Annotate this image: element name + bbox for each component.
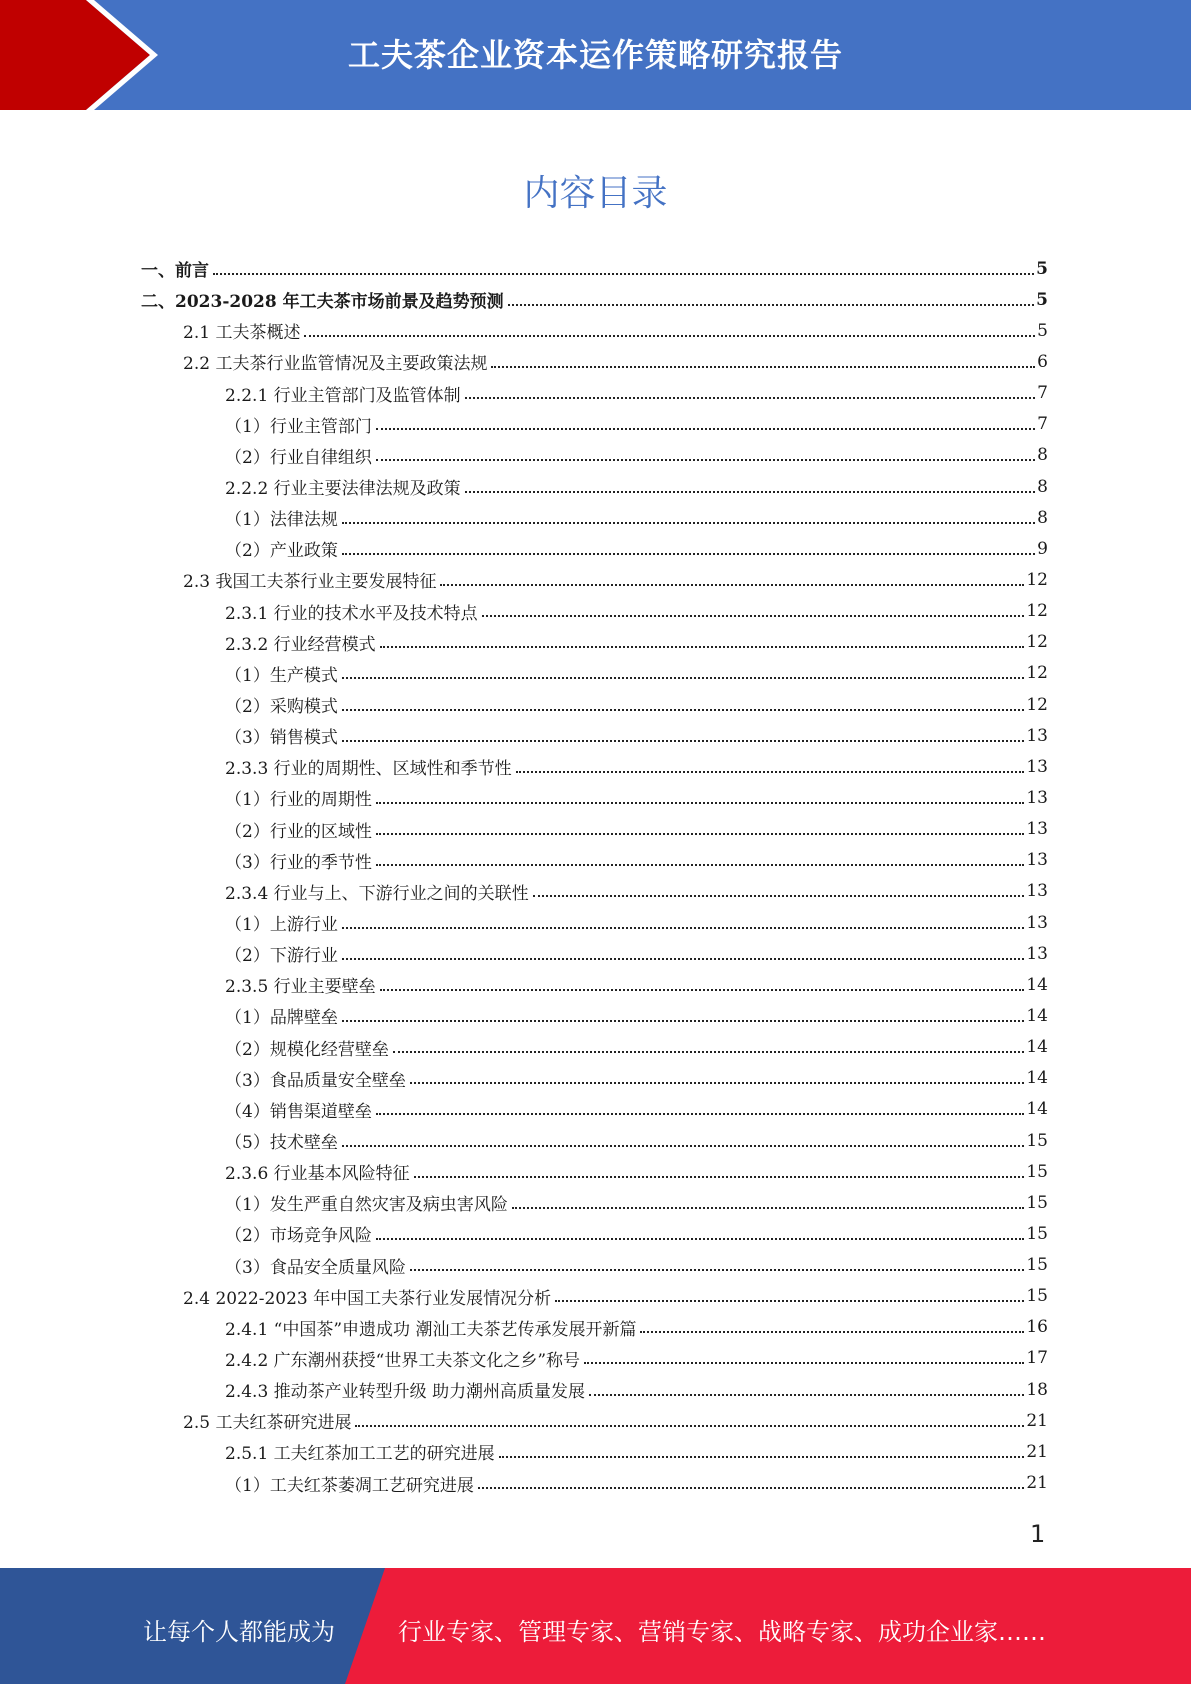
toc-entry[interactable]	[141, 876, 1048, 907]
toc-dot-leader	[342, 927, 1025, 929]
toc-entry-title: 2.3.6 行业基本风险特征	[225, 1164, 410, 1185]
toc-entry-title: （1）行业的周期性	[225, 790, 372, 811]
toc-entry[interactable]	[141, 1094, 1048, 1125]
toc-entry[interactable]	[141, 1374, 1048, 1405]
footer-bar	[0, 1568, 1191, 1684]
toc-entry-title: （2）下游行业	[225, 946, 338, 967]
toc-dot-leader	[499, 1456, 1025, 1458]
toc-dot-leader	[342, 1020, 1025, 1022]
toc-entry[interactable]	[141, 471, 1048, 502]
toc-dot-leader	[516, 771, 1025, 773]
toc-entry[interactable]	[141, 938, 1048, 969]
toc-entry-title: 2.2.2 行业主要法律法规及政策	[225, 479, 461, 500]
toc-entry[interactable]	[141, 1405, 1048, 1436]
toc-entry-title: 2.3 我国工夫茶行业主要发展特征	[183, 572, 437, 593]
toc-entry[interactable]	[141, 1312, 1048, 1343]
toc-entry-title: 2.2 工夫茶行业监管情况及主要政策法规	[183, 354, 488, 375]
toc-dot-leader	[342, 677, 1025, 679]
toc-dot-leader	[380, 646, 1025, 648]
toc-entry[interactable]	[141, 1467, 1048, 1498]
toc-entry-page: 14	[1026, 1099, 1048, 1120]
toc-entry-title: （2）行业的区域性	[225, 821, 372, 842]
toc-entry-page: 13	[1026, 881, 1048, 902]
toc-entry-title: （1）工夫红茶萎凋工艺研究进展	[225, 1475, 474, 1496]
toc-dot-leader	[465, 397, 1036, 399]
toc-entry[interactable]	[141, 1218, 1048, 1249]
toc-entry-title: 2.4.2 广东潮州获授“世界工夫茶文化之乡”称号	[225, 1350, 581, 1371]
toc-entry-title: 2.3.1 行业的技术水平及技术特点	[225, 603, 478, 624]
toc-entry-title: （3）食品安全质量风险	[225, 1257, 406, 1278]
toc-dot-leader	[355, 1425, 1024, 1427]
toc-dot-leader	[342, 709, 1025, 711]
toc-entry[interactable]	[141, 969, 1048, 1000]
toc-entry[interactable]	[141, 1032, 1048, 1063]
toc-entry[interactable]	[141, 284, 1048, 315]
toc-entry-title: 2.1 工夫茶概述	[183, 323, 301, 344]
toc-dot-leader	[342, 1145, 1025, 1147]
toc-entry-page: 5	[1036, 289, 1048, 310]
toc-entry-page: 15	[1026, 1255, 1048, 1276]
toc-dot-leader	[491, 366, 1035, 368]
toc-entry-title: 2.5 工夫红茶研究进展	[183, 1413, 352, 1434]
toc-entry-title: （3）销售模式	[225, 728, 338, 749]
toc-entry-page: 7	[1037, 383, 1048, 404]
toc-entry-page: 12	[1026, 663, 1048, 684]
toc-dot-leader	[440, 584, 1024, 586]
toc-title: 内容目录	[523, 173, 668, 214]
toc-entry[interactable]	[141, 1343, 1048, 1374]
toc-entry-page: 8	[1037, 476, 1048, 497]
toc-entry-page: 13	[1026, 725, 1048, 746]
toc-entry-page: 14	[1026, 1037, 1048, 1058]
toc-entry-title: 一、前言	[141, 261, 209, 282]
header-bar	[0, 0, 1191, 110]
toc-entry-page: 13	[1026, 850, 1048, 871]
toc-entry[interactable]	[141, 1187, 1048, 1218]
toc-entry[interactable]	[141, 315, 1048, 346]
toc-entry[interactable]	[141, 440, 1048, 471]
toc-entry[interactable]	[141, 253, 1048, 284]
toc-entry-page: 21	[1026, 1473, 1048, 1494]
toc-entry-page: 6	[1037, 351, 1048, 372]
toc-entry[interactable]	[141, 596, 1048, 627]
toc-entry[interactable]	[141, 1436, 1048, 1467]
toc-entry[interactable]	[141, 1281, 1048, 1312]
toc-entry-page: 15	[1026, 1223, 1048, 1244]
toc-entry-title: （2）市场竞争风险	[225, 1226, 372, 1247]
toc-entry-title: （2）采购模式	[225, 697, 338, 718]
toc-dot-leader	[555, 1300, 1024, 1302]
toc-entry-title: （4）销售渠道壁垒	[225, 1101, 372, 1122]
toc-entry-page: 21	[1026, 1441, 1048, 1462]
toc-entry-title: （2）产业政策	[225, 541, 338, 562]
toc-entry-page: 14	[1026, 1068, 1048, 1089]
toc-entry[interactable]	[141, 1156, 1048, 1187]
toc-entry-title: 2.4.1 “中国茶”申遗成功 潮汕工夫茶艺传承发展开新篇	[225, 1319, 637, 1340]
toc-dot-leader	[342, 958, 1025, 960]
toc-entry-title: （2）行业自律组织	[225, 447, 372, 468]
toc-entry-page: 14	[1026, 1005, 1048, 1026]
toc-dot-leader	[512, 1207, 1025, 1209]
toc-entry[interactable]	[141, 1063, 1048, 1094]
toc-entry-title: 2.3.2 行业经营模式	[225, 634, 376, 655]
toc-dot-leader	[376, 428, 1035, 430]
toc-entry[interactable]	[141, 658, 1048, 689]
toc-dot-leader	[410, 1269, 1025, 1271]
toc-entry-title: （2）规模化经营壁垒	[225, 1039, 389, 1060]
toc-entry[interactable]	[141, 689, 1048, 720]
toc-entry-title: 2.2.1 行业主管部门及监管体制	[225, 385, 461, 406]
toc-entry[interactable]	[141, 907, 1048, 938]
toc-entry-page: 15	[1026, 1130, 1048, 1151]
toc-dot-leader	[410, 1082, 1025, 1084]
toc-entry[interactable]	[141, 1250, 1048, 1281]
toc-entry-title: （3）行业的季节性	[225, 852, 372, 873]
toc-entry-title: （5）技术壁垒	[225, 1133, 338, 1153]
toc-entry[interactable]	[141, 1000, 1048, 1031]
toc-entry-page: 5	[1037, 320, 1048, 341]
toc-entry-page: 15	[1026, 1161, 1048, 1182]
toc-entry-page: 12	[1026, 632, 1048, 653]
toc-entry-page: 15	[1026, 1192, 1048, 1213]
toc-dot-leader	[342, 522, 1035, 524]
toc-dot-leader	[533, 895, 1025, 897]
toc-entry-page: 13	[1026, 819, 1048, 840]
toc-entry-page: 14	[1026, 974, 1048, 995]
toc-entry-page: 13	[1026, 756, 1048, 777]
toc-entry[interactable]	[141, 627, 1048, 658]
toc-dot-leader	[376, 833, 1025, 835]
toc-dot-leader	[589, 1394, 1024, 1396]
toc-entry-page: 8	[1037, 445, 1048, 466]
toc-dot-leader	[482, 615, 1025, 617]
toc-entry[interactable]	[141, 720, 1048, 751]
toc-dot-leader	[380, 989, 1025, 991]
toc-dot-leader	[304, 335, 1035, 337]
toc-entry-title: 二、2023-2028 年工夫茶市场前景及趋势预测	[141, 292, 504, 313]
toc-entry-page: 15	[1026, 1286, 1048, 1307]
toc-entry-page: 13	[1026, 912, 1048, 933]
toc-dot-leader	[584, 1362, 1024, 1364]
toc-entry[interactable]	[141, 533, 1048, 564]
toc-entry-page: 17	[1026, 1348, 1048, 1369]
toc-entry-page: 21	[1026, 1410, 1048, 1431]
toc-dot-leader	[376, 1238, 1025, 1240]
toc-entry-title: （1）品牌壁垒	[225, 1008, 338, 1029]
toc-entry-page: 18	[1026, 1379, 1048, 1400]
toc-entry-page: 12	[1026, 694, 1048, 715]
toc-entry-page: 12	[1026, 601, 1048, 622]
toc-dot-leader	[213, 273, 1034, 275]
toc-dot-leader	[465, 491, 1036, 493]
toc-entry[interactable]	[141, 845, 1048, 876]
toc-entry-title: 2.4.3 推动茶产业转型升级 助力潮州高质量发展	[225, 1382, 586, 1403]
toc-entry-title: 2.3.5 行业主要壁垒	[225, 977, 376, 998]
toc-dot-leader	[342, 553, 1035, 555]
footer-slogan-left: 让每个人都能成为	[143, 1618, 335, 1646]
toc-entry[interactable]	[141, 409, 1048, 440]
toc-entry[interactable]	[141, 814, 1048, 845]
toc-entry[interactable]	[141, 1125, 1048, 1156]
toc-entry-title: （1）发生严重自然灾害及病虫害风险	[225, 1195, 508, 1216]
toc-entry-title: 2.5.1 工夫红茶加工工艺的研究进展	[225, 1444, 495, 1465]
toc-entry-title: 2.4 2022-2023 年中国工夫茶行业发展情况分析	[183, 1288, 552, 1309]
table-of-contents	[141, 253, 1048, 1499]
toc-dot-leader	[342, 740, 1025, 742]
toc-entry-page: 13	[1026, 943, 1048, 964]
toc-entry-page: 5	[1036, 258, 1048, 279]
toc-entry[interactable]	[141, 502, 1048, 533]
report-title: 工夫茶企业资本运作策略研究报告	[347, 36, 843, 74]
toc-entry-page: 7	[1037, 414, 1048, 435]
toc-entry[interactable]	[141, 564, 1048, 595]
toc-entry-page: 9	[1037, 538, 1048, 559]
page-number: 1	[1030, 1520, 1046, 1548]
toc-entry-title: 2.3.4 行业与上、下游行业之间的关联性	[225, 883, 529, 904]
toc-entry[interactable]	[141, 346, 1048, 377]
toc-entry-page: 12	[1026, 569, 1048, 590]
toc-entry-title: （1）行业主管部门	[225, 416, 372, 437]
toc-dot-leader	[414, 1176, 1025, 1178]
toc-entry-title: （1）生产模式	[225, 665, 338, 686]
toc-entry-page: 16	[1026, 1317, 1048, 1338]
toc-dot-leader	[376, 802, 1025, 804]
toc-entry-title: 2.3.3 行业的周期性、区域性和季节性	[225, 759, 512, 780]
toc-dot-leader	[393, 1051, 1025, 1053]
toc-dot-leader	[478, 1487, 1025, 1489]
toc-dot-leader	[376, 864, 1025, 866]
toc-entry-title: （3）食品质量安全壁垒	[225, 1070, 406, 1091]
toc-entry[interactable]	[141, 378, 1048, 409]
toc-entry-page: 13	[1026, 787, 1048, 808]
toc-entry[interactable]	[141, 751, 1048, 782]
toc-dot-leader	[508, 304, 1035, 306]
toc-entry-title: （1）法律法规	[225, 510, 338, 531]
toc-dot-leader	[376, 459, 1035, 461]
toc-entry-page: 8	[1037, 507, 1048, 528]
toc-dot-leader	[640, 1331, 1024, 1333]
footer-slogan-right: 行业专家、管理专家、营销专家、战略专家、成功企业家……	[398, 1618, 1046, 1646]
toc-entry-title: （1）上游行业	[225, 915, 338, 936]
toc-entry[interactable]	[141, 782, 1048, 813]
toc-dot-leader	[376, 1113, 1025, 1115]
